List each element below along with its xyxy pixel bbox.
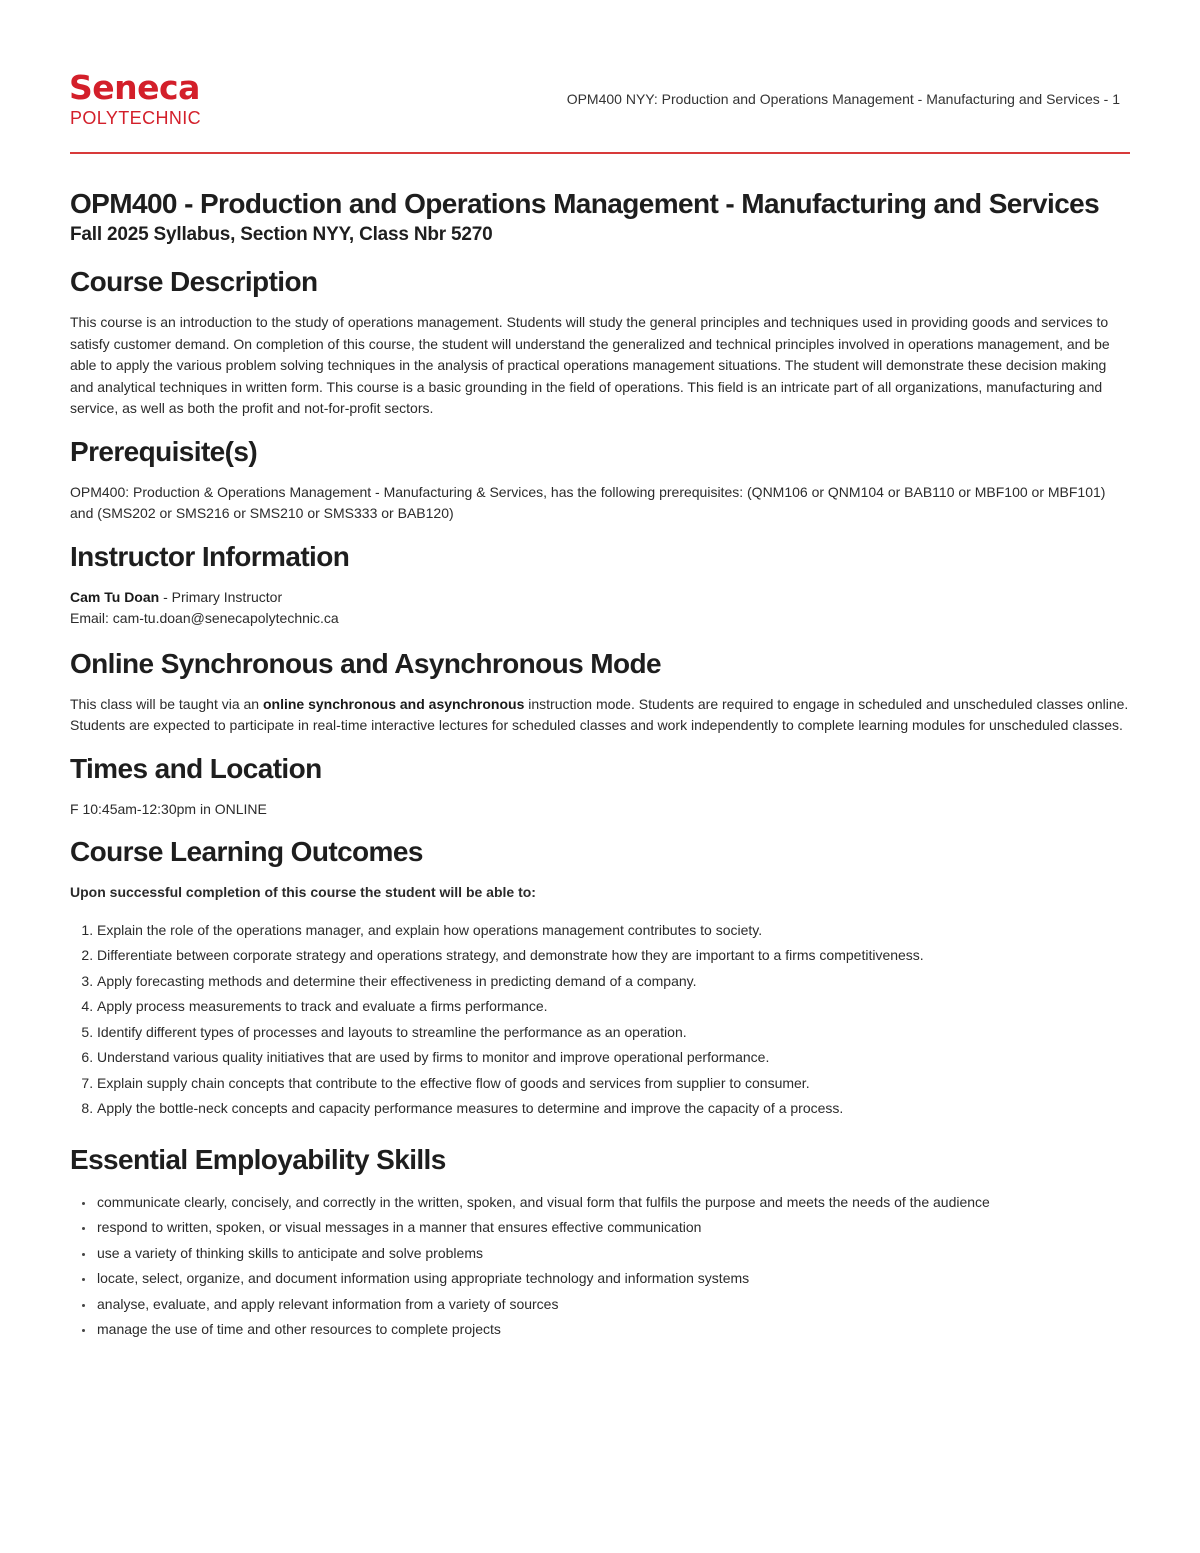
mode-text xyxy=(70,694,1130,737)
outcome-item: 1. Explain the role of the operations manager, and explain how operations management contributes to society. xyxy=(97,918,1130,944)
outcome-item: 4. Apply process measurements to track and evaluate a firms performance. xyxy=(97,994,1130,1020)
page-header xyxy=(70,70,1130,154)
skill-item: manage the use of time and other resources to complete projects xyxy=(97,1317,1130,1343)
instructor-section xyxy=(70,539,1130,630)
skill-item: use a variety of thinking skills to anticipate and solve problems xyxy=(97,1241,1130,1267)
skill-item: respond to written, spoken, or visual messages in a manner that ensures effective communication xyxy=(97,1215,1130,1241)
skill-item: communicate clearly, concisely, and correctly in the written, spoken, and visual form that fulfils the purpose and meets the needs of the audience xyxy=(97,1190,1130,1216)
outcome-item: 6. Understand various quality initiatives that are used by firms to monitor and improve operational performance. xyxy=(97,1045,1130,1071)
times-heading: Times and Location xyxy=(70,752,322,784)
outcomes-heading: Course Learning Outcomes xyxy=(70,836,423,867)
page-subtitle: Fall 2025 Syllabus, Section NYY, Class Nbr 5270 xyxy=(70,224,493,245)
instructor-role: - Primary Instructor xyxy=(159,588,283,605)
outcomes-intro: Upon successful completion of this course the student will be able to: xyxy=(70,884,536,900)
outcome-item: 5. Identify different types of processes and layouts to streamline the performance as an operation. xyxy=(97,1020,1130,1046)
skills-list xyxy=(70,1190,1130,1343)
course-description-section xyxy=(70,264,1130,420)
instructor-email: Email: cam-tu.doan@senecapolytechnic.ca xyxy=(70,610,339,626)
instructor-heading: Instructor Information xyxy=(70,540,350,572)
prerequisites-text: OPM400: Production & Operations Management - Manufacturing & Services, has the following prerequisites: (QNM106 or QNM104 or BAB110 or MBF100 or MBF101) and (SMS202 or SMS216 or SMS210 or SMS333 or BAB120) xyxy=(70,483,1106,521)
logo-wordmark: Seneca xyxy=(69,68,200,107)
prerequisites-heading: Prerequisite(s) xyxy=(70,435,258,467)
times-text: F 10:45am-12:30pm in ONLINE xyxy=(70,800,267,817)
outcome-item: 8. Apply the bottle-neck concepts and capacity performance measures to determine and improve the capacity of a process. xyxy=(97,1096,1130,1122)
seneca-logo xyxy=(70,70,240,130)
instructor-line xyxy=(70,587,1130,609)
skill-item: analyse, evaluate, and apply relevant information from a variety of sources xyxy=(97,1292,1130,1318)
course-description-text: This course is an introduction to the study of operations management. Students will study the general principles and techniques used in providing goods and services to satisfy customer demand. On completion of this course, the student will understand the generalized and technical principles involved in operations management, and be able to apply the various problem solving techniques in the analysis of practical operations management situations. The student will demonstrate these decision making and analytical techniques in written form. This course is a basic grounding in the field of operations. This field is an intricate part of all organizations, manufacturing and service, as well as both the profit and not-for-profit sectors. xyxy=(70,314,1110,416)
page-title: OPM400 - Production and Operations Management - Manufacturing and Services xyxy=(70,188,1100,219)
course-description-heading: Course Description xyxy=(70,266,318,297)
instructor-details xyxy=(70,587,1130,630)
outcome-item: 7. Explain supply chain concepts that contribute to the effective flow of goods and services from supplier to consumer. xyxy=(97,1071,1130,1097)
mode-text-after: instruction mode. Students are required to engage in scheduled and unscheduled classes online. Students are expected to participate in real-time interactive lectures for scheduled classes and work independently to complete learning modules for unscheduled classes. xyxy=(70,695,1129,733)
prerequisites-section xyxy=(70,434,1130,525)
skills-section xyxy=(70,1142,1130,1343)
syllabus-content xyxy=(70,186,1130,1343)
outcomes-section xyxy=(70,834,1130,1122)
mode-text-before: This class will be taught via an xyxy=(70,695,263,712)
skill-item: locate, select, organize, and document information using appropriate technology and information systems xyxy=(97,1266,1130,1292)
logo-subtitle: POLYTECHNIC xyxy=(70,108,202,128)
instructor-name: Cam Tu Doan xyxy=(70,588,160,605)
outcome-item: 2. Differentiate between corporate strategy and operations strategy, and demonstrate how they are important to a firms competitiveness. xyxy=(97,943,1130,969)
mode-section xyxy=(70,646,1130,737)
skills-heading: Essential Employability Skills xyxy=(70,1143,446,1175)
running-head: OPM400 NYY: Production and Operations Management - Manufacturing and Services - 1 xyxy=(566,91,1120,107)
mode-text-bold: online synchronous and asynchronous xyxy=(262,695,525,712)
outcomes-list xyxy=(70,918,1130,1122)
times-section xyxy=(70,751,1130,821)
mode-heading: Online Synchronous and Asynchronous Mode xyxy=(70,647,662,679)
outcome-item: 3. Apply forecasting methods and determine their effectiveness in predicting demand of a company. xyxy=(97,969,1130,995)
